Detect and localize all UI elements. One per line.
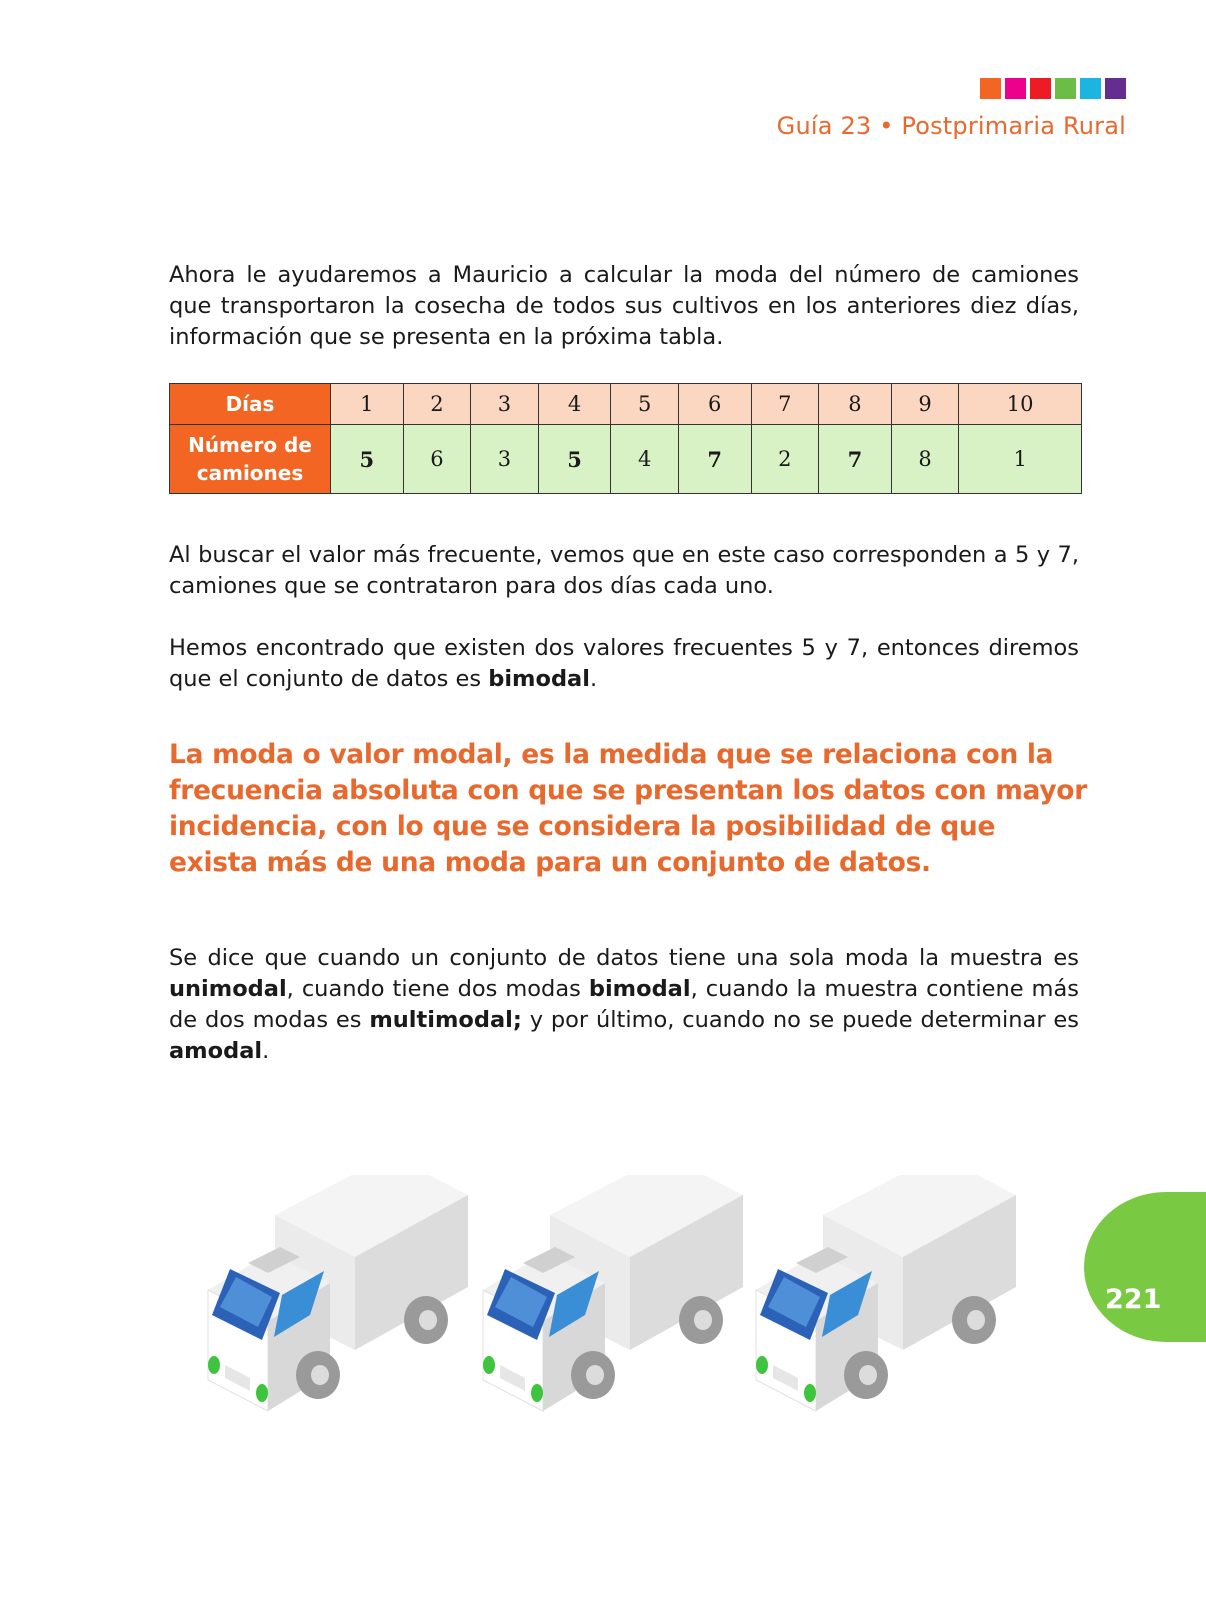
truck-count-cell: 3 [471,425,539,494]
table-row-trucks [170,425,1082,494]
day-cell: 3 [471,384,539,425]
day-cell: 4 [538,384,611,425]
day-cell: 6 [678,384,751,425]
truck-count-cell: 5 [538,425,611,494]
color-square [1005,78,1026,99]
types-text-1: Se dice que cuando un conjunto de datos tiene una sola moda la muestra es [169,945,1079,971]
frequency-paragraph: Al buscar el valor más frecuente, vemos que en este caso corresponden a 5 y 7, camiones que se contrataron para dos días cada uno. [169,542,1079,599]
bimodal-term: bimodal [488,666,590,692]
bimodal-term: bimodal [588,976,691,1002]
types-text-3: , cuando la muestra contiene más de dos modas es [169,976,1079,1033]
truck-icon [483,1175,743,1411]
types-text-4: y por último, cuando no se puede determinar es [521,1007,1079,1033]
day-cell: 1 [331,384,404,425]
amodal-term: amodal [169,1038,263,1064]
truck-count-cell: 5 [331,425,404,494]
header-title: Guía 23 • Postprimaria Rural [776,112,1126,140]
truck-icon [208,1175,468,1411]
trucks-illustration [200,1175,1060,1445]
color-square [1105,78,1126,99]
types-text-5: . [262,1038,270,1064]
row-header-days: Días [170,384,331,425]
mode-definition: La moda o valor modal, es la medida que se relaciona con la frecuencia absoluta con que se presentan los datos con mayor incidencia, con lo que se considera la posibilidad de que exista más de una moda para un conjunto de datos. [169,739,1087,878]
unimodal-term: unimodal [169,976,287,1002]
header-color-squares [980,78,1126,99]
color-square [1055,78,1076,99]
day-cell: 2 [403,384,471,425]
trucks-per-day-table [169,383,1082,494]
color-square [980,78,1001,99]
day-cell: 7 [751,384,819,425]
truck-count-cell: 4 [611,425,679,494]
types-text-2: , cuando tiene dos modas [286,976,589,1002]
truck-count-cell: 7 [819,425,892,494]
truck-count-cell: 1 [959,425,1082,494]
intro-paragraph: Ahora le ayudaremos a Mauricio a calcular la moda del número de camiones que transportaron la cosecha de todos sus cultivos en los anteriores diez días, información que se presenta en la próxima tabla. [169,262,1079,350]
modality-types-paragraph [169,943,1079,1067]
day-cell: 5 [611,384,679,425]
truck-icon [756,1175,1016,1411]
bimodal-paragraph-text: Hemos encontrado que existen dos valores frecuentes 5 y 7, entonces diremos que el conjunto de datos es [169,635,1079,692]
multimodal-term: multimodal; [369,1007,522,1033]
bimodal-paragraph [169,633,1079,695]
color-square [1080,78,1101,99]
day-cell: 10 [959,384,1082,425]
truck-count-cell: 2 [751,425,819,494]
truck-count-cell: 8 [891,425,959,494]
table-row-days [170,384,1082,425]
truck-count-cell: 7 [678,425,751,494]
bimodal-paragraph-end: . [589,666,598,692]
day-cell: 9 [891,384,959,425]
row-header-trucks: Número de camiones [170,425,331,494]
page-number-badge [1084,1192,1206,1342]
day-cell: 8 [819,384,892,425]
page-number: 221 [1105,1284,1162,1315]
truck-count-cell: 6 [403,425,471,494]
color-square [1030,78,1051,99]
